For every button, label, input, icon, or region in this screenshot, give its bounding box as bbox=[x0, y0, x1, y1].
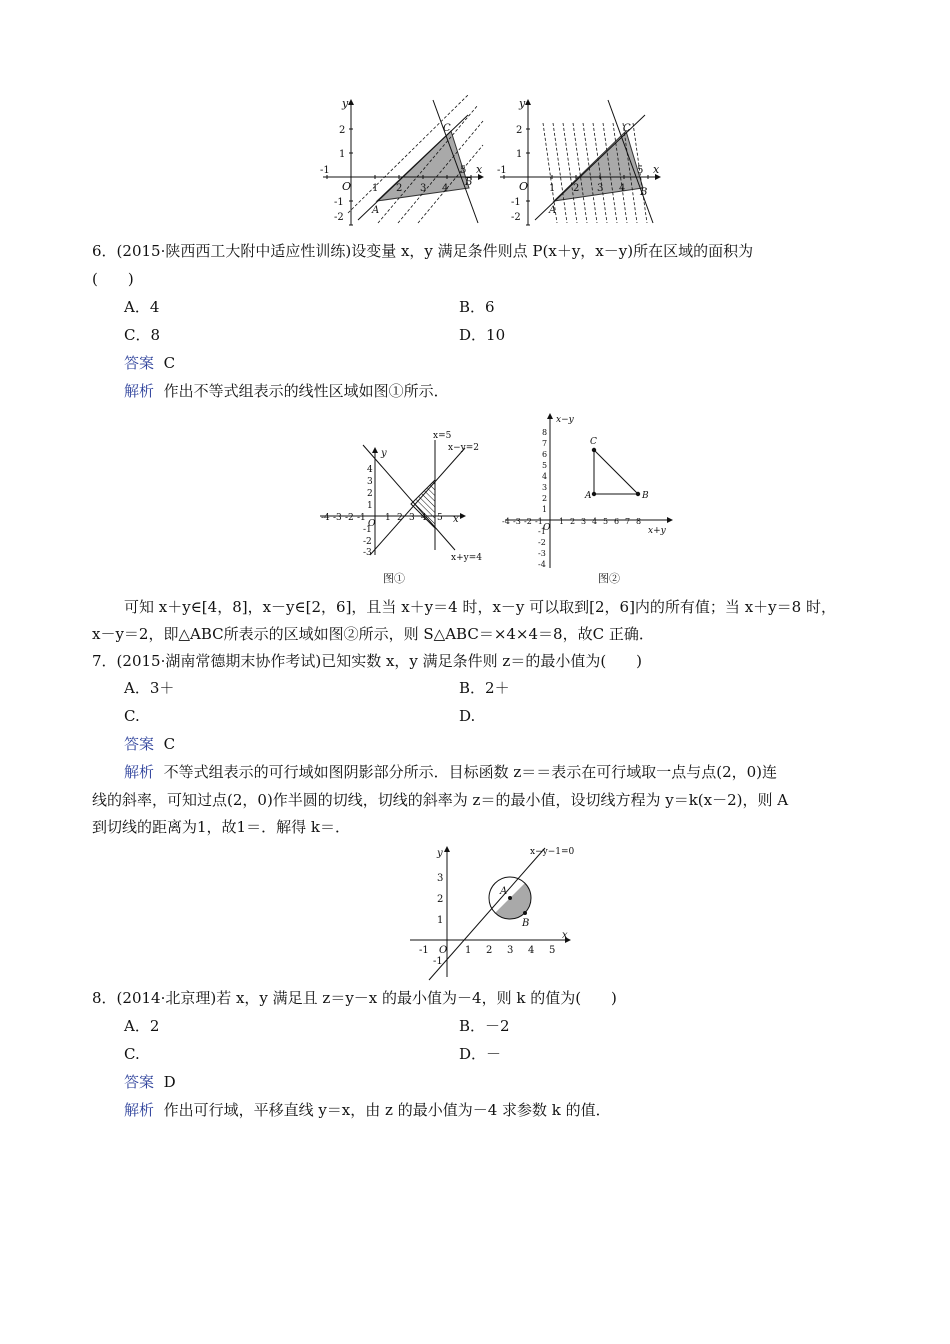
y-tick: 3 bbox=[437, 873, 444, 884]
analysis-text: 不等式组表示的可行域如图阴影部分所示．目标函数 z＝＝表示在可行域取一点与点(2，0)连 bbox=[163, 763, 778, 781]
line-xpy4-label: x+y=4 bbox=[451, 553, 482, 563]
q7-analysis-line1 bbox=[124, 761, 777, 783]
y-axis-label: y bbox=[381, 448, 387, 459]
x-tick: 1 bbox=[372, 183, 379, 194]
y-tick: 4 bbox=[542, 472, 548, 481]
origin-label: O bbox=[342, 180, 352, 193]
x-tick: -1 bbox=[419, 945, 429, 956]
line-xmy2-label: x−y=2 bbox=[448, 443, 479, 453]
y-tick: 1 bbox=[339, 149, 346, 160]
line-x5-label: x=5 bbox=[433, 431, 452, 441]
point-c-label: C bbox=[443, 123, 451, 134]
analysis-text: 作出不等式组表示的线性区域如图①所示． bbox=[163, 382, 449, 400]
answer-value: C bbox=[163, 354, 176, 372]
figure-1 bbox=[315, 410, 482, 590]
point-c-label: C bbox=[623, 123, 631, 134]
y-tick: 2 bbox=[542, 494, 548, 503]
answer-label: 答案 bbox=[124, 354, 155, 372]
x-tick: 3 bbox=[581, 517, 587, 526]
x-tick: -4 bbox=[321, 513, 330, 523]
y-tick: -1 bbox=[363, 525, 372, 535]
point-b-label: B bbox=[642, 491, 649, 501]
q7-option-c: C. bbox=[124, 707, 140, 725]
q7-analysis-line2: 线的斜率，可知过点(2，0)作半圆的切线，切线的斜率为 z＝的最小值，设切线方程为 y＝k(x－2)，则 A bbox=[92, 791, 789, 809]
point-a-label: A bbox=[372, 205, 380, 216]
q6-option-d: D．10 bbox=[459, 326, 506, 344]
q6-answer bbox=[124, 352, 175, 374]
y-tick: 1 bbox=[367, 501, 373, 511]
x-tick: 5 bbox=[437, 513, 443, 523]
y-axis-label: y bbox=[437, 848, 443, 859]
point-a-label: A bbox=[500, 886, 508, 897]
figure-1-caption: 图① bbox=[383, 572, 405, 585]
y-tick: 1 bbox=[516, 149, 523, 160]
point-b-label: B bbox=[640, 187, 648, 198]
answer-value: C bbox=[163, 735, 176, 753]
q8-option-d: D．－ bbox=[459, 1045, 502, 1063]
y-tick: -2 bbox=[538, 538, 546, 547]
figure-2 bbox=[500, 410, 680, 590]
y-tick: -1 bbox=[334, 197, 344, 208]
x-tick: 5 bbox=[603, 517, 609, 526]
q8-analysis bbox=[124, 1099, 611, 1121]
x-tick: -2 bbox=[524, 517, 532, 526]
analysis-label: 解析 bbox=[124, 1101, 155, 1119]
figure-top-left bbox=[318, 95, 488, 230]
q6-option-c: C．8 bbox=[124, 326, 161, 344]
origin-label: O bbox=[368, 519, 376, 529]
x-tick: 2 bbox=[397, 513, 403, 523]
x-tick: -1 bbox=[535, 517, 543, 526]
line-label: x−y−1=0 bbox=[530, 847, 575, 857]
answer-label: 答案 bbox=[124, 1073, 155, 1091]
point-a-label: A bbox=[549, 205, 557, 216]
origin-label: O bbox=[519, 180, 529, 193]
x-tick: 5 bbox=[460, 165, 467, 176]
x-axis-label: x+y bbox=[648, 526, 666, 536]
q6-stem-line2: ( ) bbox=[92, 270, 134, 288]
q6-option-b: B．6 bbox=[459, 298, 495, 316]
x-tick: -3 bbox=[333, 513, 342, 523]
y-axis-label: x−y bbox=[556, 415, 574, 425]
y-tick: 3 bbox=[367, 477, 373, 487]
x-tick: -3 bbox=[513, 517, 521, 526]
x-tick: -1 bbox=[357, 513, 366, 523]
triangle-abc bbox=[594, 450, 638, 494]
q7-option-d: D. bbox=[459, 707, 476, 725]
x-tick: 5 bbox=[637, 165, 644, 176]
y-tick: 6 bbox=[542, 450, 548, 459]
point-b-label: B bbox=[465, 177, 473, 188]
q6-stem-line1: 6．(2015·陕西西工大附中适应性训练)设变量 x，y 满足条件则点 P(x＋y，x－y)所在区域的面积为 bbox=[92, 242, 754, 260]
y-tick: 8 bbox=[542, 428, 548, 437]
answer-value: D bbox=[163, 1073, 176, 1091]
point-b-label: B bbox=[522, 918, 530, 929]
x-axis-label: x bbox=[653, 163, 660, 176]
y-tick: -2 bbox=[363, 537, 372, 547]
x-tick: -1 bbox=[320, 165, 330, 176]
q7-analysis-line3: 到切线的距离为1，故1＝．解得 k＝． bbox=[92, 818, 350, 836]
q8-stem: 8．(2014·北京理)若 x，y 满足且 z＝y－x 的最小值为－4，则 k 的值为( ) bbox=[92, 989, 617, 1007]
q6-body-line2: x－y＝2，即△ABC所表示的区域如图②所示，则 S△ABC＝×4×4＝8，故C 正确． bbox=[92, 625, 654, 643]
q6-option-a: A．4 bbox=[124, 298, 160, 316]
x-tick: 7 bbox=[625, 517, 631, 526]
x-tick: 6 bbox=[614, 517, 620, 526]
x-tick: -1 bbox=[497, 165, 507, 176]
x-tick: 5 bbox=[549, 945, 556, 956]
y-tick: -1 bbox=[511, 197, 521, 208]
y-tick: -1 bbox=[433, 956, 443, 967]
analysis-label: 解析 bbox=[124, 382, 155, 400]
x-tick: 1 bbox=[549, 183, 556, 194]
y-tick: -2 bbox=[511, 212, 521, 223]
y-tick: 1 bbox=[437, 915, 444, 926]
x-tick: 3 bbox=[409, 513, 415, 523]
q8-option-c: C. bbox=[124, 1045, 140, 1063]
answer-label: 答案 bbox=[124, 735, 155, 753]
x-axis-label: x bbox=[476, 163, 483, 176]
y-tick: 5 bbox=[542, 461, 548, 470]
q8-answer bbox=[124, 1071, 176, 1093]
x-tick: 4 bbox=[528, 945, 535, 956]
x-tick: 3 bbox=[597, 183, 604, 194]
x-tick: 8 bbox=[636, 517, 642, 526]
y-tick: -3 bbox=[538, 549, 546, 558]
x-tick: -4 bbox=[502, 517, 510, 526]
q8-option-b: B．－2 bbox=[459, 1017, 510, 1035]
y-axis-label: y bbox=[342, 97, 349, 110]
x-tick: 1 bbox=[559, 517, 565, 526]
y-tick: 2 bbox=[437, 894, 444, 905]
q8-option-a: A．2 bbox=[124, 1017, 160, 1035]
point-c-label: C bbox=[590, 437, 597, 447]
x-tick: 2 bbox=[486, 945, 493, 956]
x-tick: 2 bbox=[570, 517, 576, 526]
y-tick: 4 bbox=[367, 465, 373, 475]
y-axis-label: y bbox=[519, 97, 526, 110]
q6-analysis bbox=[124, 380, 449, 402]
y-tick: -2 bbox=[334, 212, 344, 223]
y-tick: 3 bbox=[542, 483, 548, 492]
analysis-label: 解析 bbox=[124, 763, 155, 781]
x-tick: 3 bbox=[507, 945, 514, 956]
x-tick: 1 bbox=[385, 513, 391, 523]
y-tick: 1 bbox=[542, 505, 548, 514]
y-tick: 2 bbox=[367, 489, 373, 499]
x-tick: 4 bbox=[442, 183, 449, 194]
q6-body-line1: 可知 x＋y∈[4，8]，x－y∈[2，6]，且当 x＋y＝4 时，x－y 可以取到[2，6]内的所有值；当 x＋y＝8 时， bbox=[124, 598, 836, 616]
origin-label: O bbox=[543, 523, 551, 533]
q7-stem: 7．(2015·湖南常德期末协作考试)已知实数 x，y 满足条件则 z＝的最小值为( ) bbox=[92, 652, 643, 670]
y-tick: -1 bbox=[538, 527, 546, 536]
x-tick: 4 bbox=[592, 517, 598, 526]
x-tick: 4 bbox=[421, 513, 427, 523]
figure-q7 bbox=[405, 842, 575, 982]
x-tick: 3 bbox=[420, 183, 427, 194]
q7-answer bbox=[124, 733, 175, 755]
figure-top-right bbox=[495, 95, 665, 230]
x-tick: 1 bbox=[465, 945, 472, 956]
origin-label: O bbox=[439, 945, 448, 956]
y-tick: -4 bbox=[538, 560, 546, 569]
y-tick: 7 bbox=[542, 439, 548, 448]
x-axis-label: x bbox=[562, 930, 568, 941]
point-a-label: A bbox=[585, 491, 592, 501]
y-tick: -3 bbox=[363, 548, 372, 558]
y-tick: 2 bbox=[339, 125, 346, 136]
y-tick: 2 bbox=[516, 125, 523, 136]
figure-2-caption: 图② bbox=[598, 572, 620, 585]
x-tick: 2 bbox=[573, 183, 580, 194]
analysis-text: 作出可行域，平移直线 y＝x，由 z 的最小值为－4 求参数 k 的值． bbox=[163, 1101, 611, 1119]
q7-option-a: A．3＋ bbox=[124, 679, 175, 697]
q7-option-b: B．2＋ bbox=[459, 679, 510, 697]
x-tick: 2 bbox=[396, 183, 403, 194]
x-tick: 4 bbox=[619, 183, 626, 194]
x-tick: -2 bbox=[345, 513, 354, 523]
x-axis-label: x bbox=[453, 514, 459, 525]
